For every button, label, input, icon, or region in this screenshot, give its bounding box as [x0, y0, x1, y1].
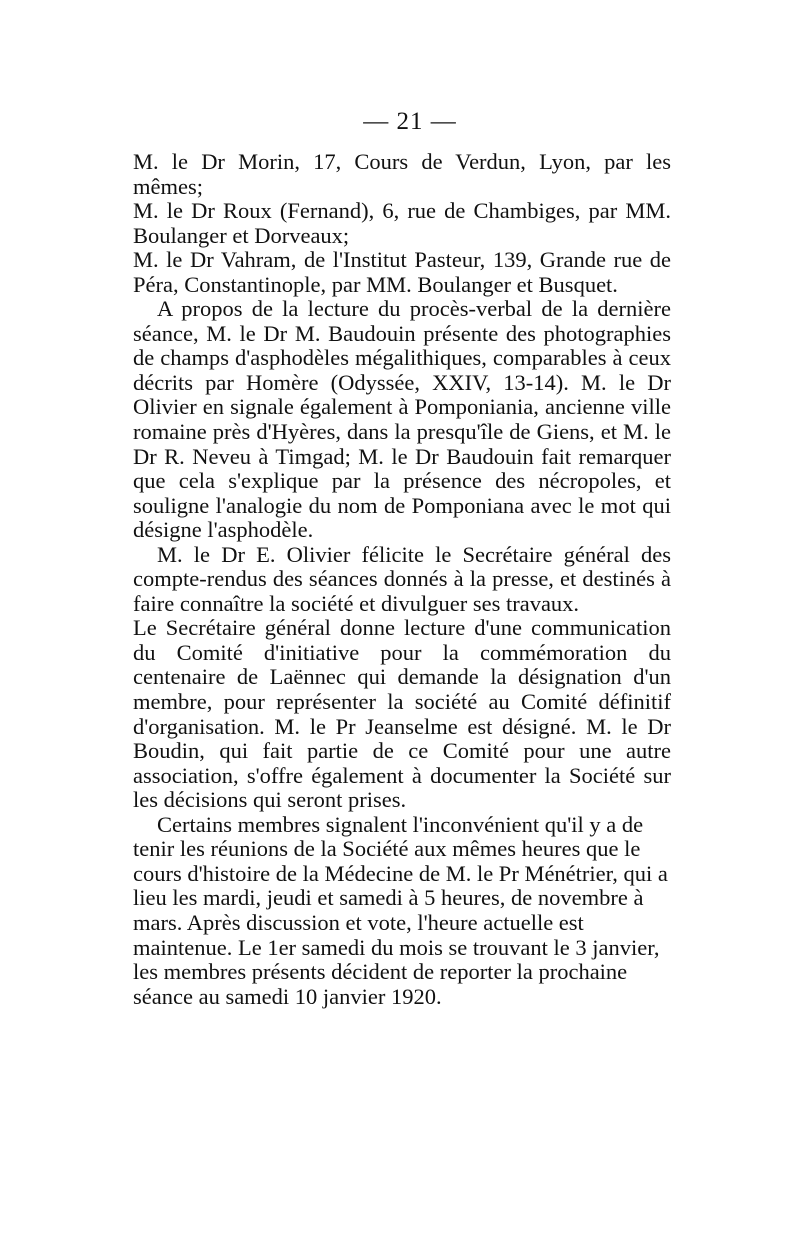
page-number: — 21 — — [363, 108, 457, 135]
paragraph-member-vahram: M. le Dr Vahram, de l'Institut Pasteur, 139, Grande rue de Péra, Constantinople, par MM. Boulanger et Busquet. — [133, 247, 671, 297]
paragraph-olivier-felicite: M. le Dr E. Olivier félicite le Secrétaire général des compte-rendus des séances donnés à la presse, et destinés à faire connaître la société et divulguer ses travaux. — [133, 541, 671, 616]
paragraph-horaire-reunions: Certains membres signalent l'inconvénient qu'il y a de tenir les réunions de la Société aux mêmes heures que le cours d'histoire de la Médecine de M. le Pr Ménétrier, qui a lieu les mardi, jeudi et samedi à 5 heures, de novembre à mars. Après discussion et vote, l'heure actuelle est maintenue. Le 1er samedi du mois se trouvant le 3 janvier, les membres présents décident de reporter la prochaine séance au samedi 10 janvier 1920. — [133, 811, 668, 1009]
paragraph-member-roux: M. le Dr Roux (Fernand), 6, rue de Chambiges, par MM. Boulanger et Dorveaux; — [133, 198, 671, 248]
paragraph-member-morin: M. le Dr Morin, 17, Cours de Verdun, Lyon, par les mêmes; — [133, 149, 671, 199]
paragraph-laennec-centenaire: Le Secrétaire général donne lecture d'une communication du Comité d'initiative pour la commémoration du centenaire de Laënnec qui demande la désignation d'un membre, pour représenter la société au Comité définitif d'organisation. M. le Pr Jeanselme est désigné. M. le Dr Boudin, qui fait partie de ce Comité pour une autre association, s'offre également à documenter la Société sur les décisions qui seront prises. — [133, 615, 671, 813]
paragraph-proces-verbal: A propos de la lecture du procès-verbal de la dernière séance, M. le Dr M. Baudouin présente des photographies de champs d'asphodèles mégalithiques, comparables à ceux décrits par Homère (Odyssée, XXIV, 13-14). M. le Dr Olivier en signale également à Pomponiania, ancienne ville romaine près d'Hyères, dans la presqu'île de Giens, et M. le Dr R. Neveu à Timgad; M. le Dr Baudouin fait remarquer que cela s'explique par la présence des nécropoles, et souligne l'analogie du nom de Pomponiana avec le mot qui désigne l'asphodèle. — [133, 296, 671, 543]
body-text — [133, 150, 671, 1009]
